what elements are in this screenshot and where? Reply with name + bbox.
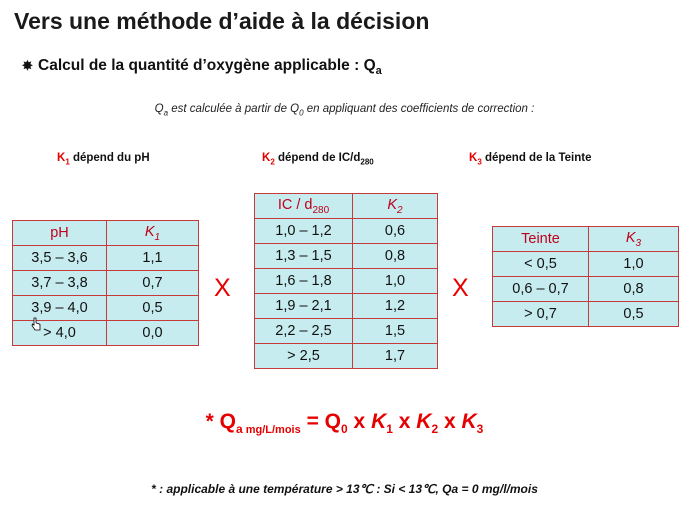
table-row xyxy=(493,302,679,327)
table-row xyxy=(13,246,199,271)
table-row xyxy=(255,269,438,294)
table-cell: 0,5 xyxy=(589,302,679,327)
table-cell: 0,7 xyxy=(107,271,199,296)
table-cell: 0,6 xyxy=(353,219,438,244)
k3-heading-k: K xyxy=(469,152,478,164)
table-cell: > 2,5 xyxy=(255,344,353,369)
table-k2-col-k2 xyxy=(353,194,438,219)
table-cell: 0,0 xyxy=(107,321,199,346)
table-k3-col-teinte: Teinte xyxy=(493,227,589,252)
formula-eq: = Q xyxy=(300,410,342,433)
k1-heading xyxy=(57,152,150,166)
k2-heading-sub: 2 xyxy=(270,157,275,167)
table-k1-col-ph: pH xyxy=(13,221,107,246)
k2-heading-rest: dépend de IC/d xyxy=(274,152,361,164)
k2-heading-k: K xyxy=(262,152,271,164)
table-cell: 3,5 – 3,6 xyxy=(13,246,107,271)
table-cell: 3,9 – 4,0 xyxy=(13,296,107,321)
table-cell: 0,8 xyxy=(589,277,679,302)
table-cell: < 0,5 xyxy=(493,252,589,277)
table-cell: 1,0 xyxy=(589,252,679,277)
formula-qa xyxy=(0,410,689,436)
table-k2-col-ic-text: IC / d xyxy=(277,196,313,213)
table-k1-col-k1-k: K xyxy=(144,223,155,240)
intro-q0-sub: 0 xyxy=(299,108,304,118)
table-row xyxy=(255,244,438,269)
table-k2-col-ic xyxy=(255,194,353,219)
k3-heading-rest: dépend de la Teinte xyxy=(481,152,592,164)
formula-star-q: * Q xyxy=(205,410,236,433)
table-k2-ic-d280 xyxy=(254,193,438,369)
table-k1-col-k1 xyxy=(107,221,199,246)
table-row xyxy=(255,294,438,319)
table-k2-col-k2-k: K xyxy=(387,196,398,213)
multiply-symbol-1: X xyxy=(214,274,231,302)
table-k3-col-k3-sub: 3 xyxy=(635,237,642,249)
table-cell: > 0,7 xyxy=(493,302,589,327)
formula-unit-sub xyxy=(243,424,301,436)
formula-k1: K xyxy=(371,410,387,433)
formula-k2: K xyxy=(416,410,432,433)
intro-q: Q xyxy=(154,103,164,115)
intro-q-sub: a xyxy=(163,108,169,118)
table-k3-col-k3 xyxy=(589,227,679,252)
multiply-symbol-2: X xyxy=(452,274,469,302)
section-heading-text: Calcul de la quantité d’oxygène applicable : Q xyxy=(38,57,376,74)
table-cell: 1,0 – 1,2 xyxy=(255,219,353,244)
table-k2-col-k2-sub: 2 xyxy=(397,204,403,216)
footnote: * : applicable à une température > 13℃ : Si < 13℃, Qa = 0 mg/l/mois xyxy=(151,482,538,496)
table-cell: 2,2 – 2,5 xyxy=(255,319,353,344)
formula-x-3: x xyxy=(438,410,462,433)
table-k2-col-ic-sub: 280 xyxy=(312,204,330,216)
hand-cursor-icon xyxy=(31,317,41,331)
table-k3-teinte xyxy=(492,226,679,327)
table-cell: 1,2 xyxy=(353,294,438,319)
table-cell: 1,9 – 2,1 xyxy=(255,294,353,319)
table-cell: 0,6 – 0,7 xyxy=(493,277,589,302)
k2-heading xyxy=(262,152,374,166)
section-heading xyxy=(22,57,382,77)
table-row xyxy=(255,344,438,369)
k3-heading xyxy=(469,152,591,166)
intro-part1: est calculée à partir de Q xyxy=(168,103,300,115)
table-cell: 1,6 – 1,8 xyxy=(255,269,353,294)
intro-part2: en appliquant des coefficients de correction : xyxy=(303,103,535,115)
k1-heading-k: K xyxy=(57,152,66,164)
k3-heading-sub: 3 xyxy=(477,157,482,167)
slide-title: Vers une méthode d’aide à la décision xyxy=(14,8,430,34)
table-cell: 1,7 xyxy=(353,344,438,369)
formula-q0-sub: 0 xyxy=(341,422,348,437)
formula-x-1: x xyxy=(347,410,372,433)
table-row xyxy=(493,252,679,277)
formula-k2-sub: 2 xyxy=(431,422,439,437)
section-heading-sub: a xyxy=(375,65,382,78)
formula-unit-text: mg/L/mois xyxy=(245,424,301,437)
k1-heading-rest: dépend du pH xyxy=(69,152,150,164)
table-cell: 0,5 xyxy=(107,296,199,321)
table-row xyxy=(13,271,199,296)
table-row xyxy=(493,277,679,302)
table-cell: 1,3 – 1,5 xyxy=(255,244,353,269)
table-k3-col-k3-k: K xyxy=(625,229,636,246)
table-cell: 1,1 xyxy=(107,246,199,271)
table-k1-col-k1-sub: 1 xyxy=(154,231,161,243)
k1-heading-sub: 1 xyxy=(65,157,70,167)
table-cell: > 4,0 xyxy=(13,321,107,346)
k2-heading-tail-sub: 280 xyxy=(360,157,374,167)
table-cell: 0,8 xyxy=(353,244,438,269)
table-cell: 1,0 xyxy=(353,269,438,294)
formula-k1-sub: 1 xyxy=(386,422,393,437)
formula-x-2: x xyxy=(392,410,417,433)
intro-text xyxy=(0,103,689,117)
table-row xyxy=(255,219,438,244)
table-cell: 3,7 – 3,8 xyxy=(13,271,107,296)
bullet-star-icon: ✸ xyxy=(22,58,33,73)
table-row xyxy=(255,319,438,344)
formula-k3: K xyxy=(461,410,477,433)
formula-qa-sub: a xyxy=(235,422,243,437)
table-cell: 1,5 xyxy=(353,319,438,344)
formula-k3-sub: 3 xyxy=(476,422,484,437)
